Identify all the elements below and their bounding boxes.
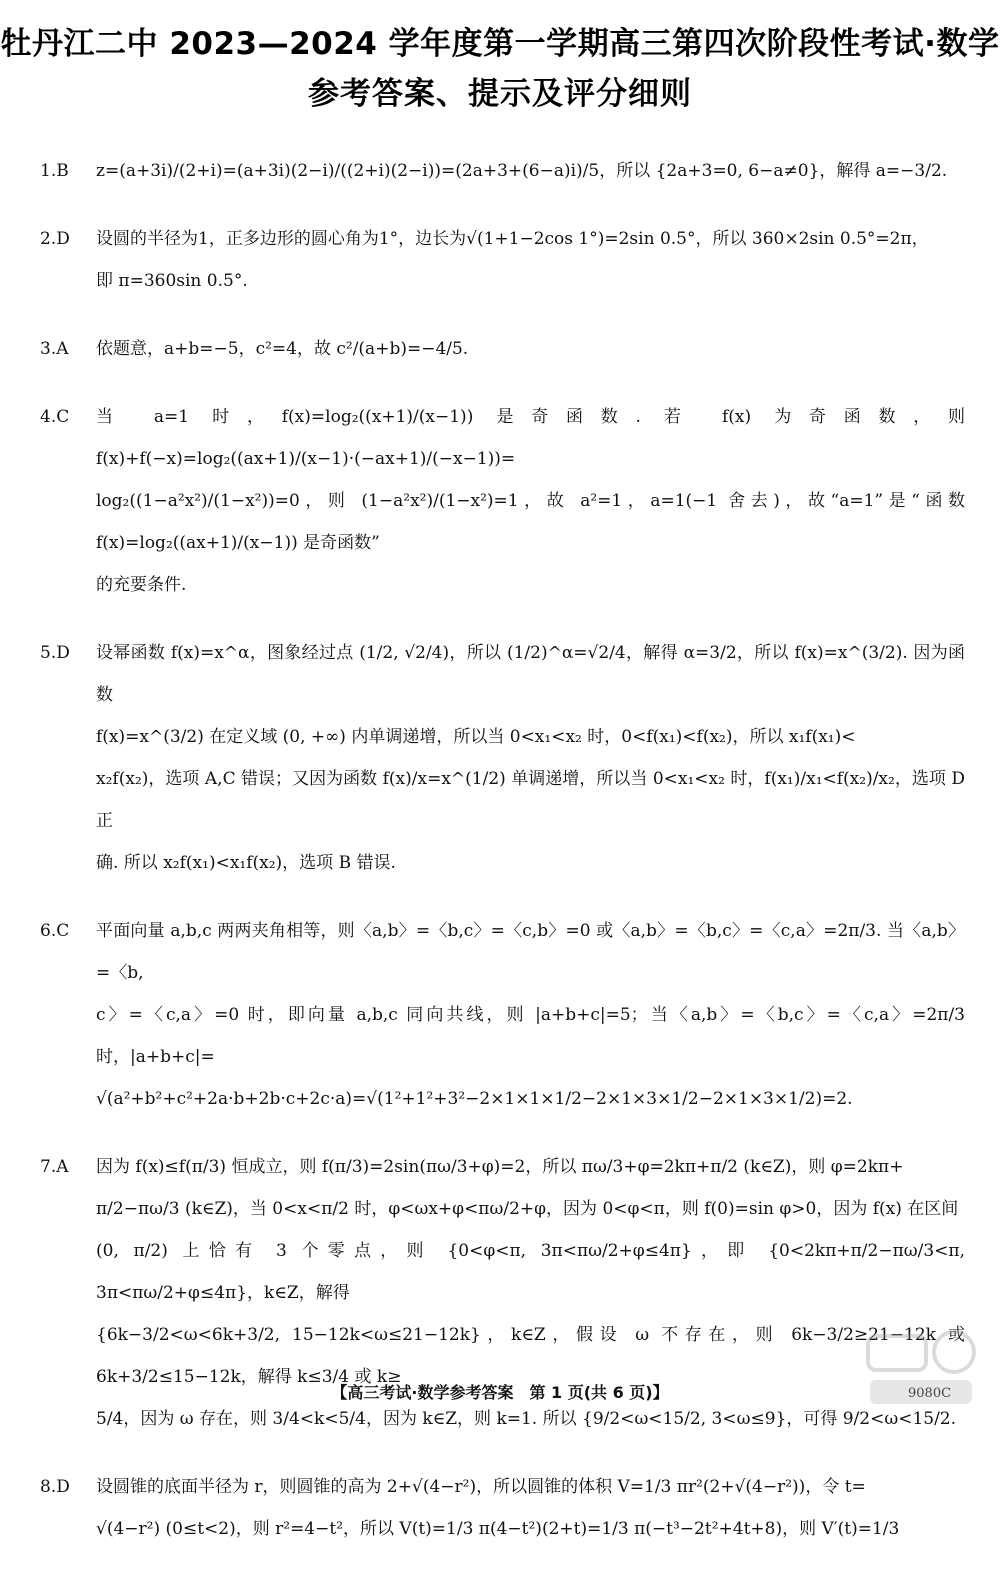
answer-line: {6k−3/2<ω<6k+3/2, 15−12k<ω≤21−12k}，k∈Z，假设 ω 不存在，则 6k−3/2≥21−12k 或 6k+3/2≤15−12k，解得 k≤3/4 或 k≥	[96, 1325, 965, 1387]
page-title: 牡丹江二中 2023—2024 学年度第一学期高三第四次阶段性考试·数学	[0, 26, 1000, 62]
answer-line: 设圆的半径为1，正多边形的圆心角为1°，边长为√(1+1−2cos 1°)=2sin 0.5°，所以 360×2sin 0.5°=2π，	[96, 229, 929, 249]
answer-number: 7.A	[40, 1157, 69, 1177]
page-subtitle: 参考答案、提示及评分细则	[308, 76, 692, 112]
answer-body	[96, 632, 965, 884]
answer-body	[96, 1466, 965, 1550]
answer-line: log₂((1−a²x²)/(1−x²))=0，则 (1−a²x²)/(1−x²)=1，故 a²=1，a=1(−1 舍去)，故“a=1”是“函数 f(x)=log₂((ax+1)/(x−1)) 是奇函数”	[96, 491, 965, 553]
answer-line: z=(a+3i)/(2+i)=(a+3i)(2−i)/((2+i)(2−i))=(2a+3+(6−a)i)/5，所以 {2a+3=0, 6−a≠0}，解得 a=−3/2.	[96, 161, 948, 181]
answer-item-5	[40, 632, 965, 884]
answer-line: c〉=〈c,a〉=0 时，即向量 a,b,c 同向共线，则 |a+b+c|=5；当〈a,b〉=〈b,c〉=〈c,a〉=2π/3 时，|a+b+c|=	[96, 1005, 965, 1067]
answer-list	[40, 150, 965, 1576]
answer-body	[96, 910, 965, 1120]
answer-line: √(a²+b²+c²+2a·b+2b·c+2c·a)=√(1²+1²+3²−2×1×1×1/2−2×1×3×1/2−2×1×3×1/2)=2.	[96, 1089, 853, 1109]
answer-item-8	[40, 1466, 965, 1550]
answer-line: 平面向量 a,b,c 两两夹角相等，则〈a,b〉=〈b,c〉=〈c,b〉=0 或〈a,b〉=〈b,c〉=〈c,a〉=2π/3. 当〈a,b〉=〈b,	[96, 921, 965, 983]
answer-body	[96, 328, 965, 370]
answer-number: 1.B	[40, 161, 69, 181]
answer-line: 当 a=1 时，f(x)=log₂((x+1)/(x−1)) 是奇函数. 若 f(x) 为奇函数，则 f(x)+f(−x)=log₂((ax+1)/(x−1)·(−ax+1)/(−x−1))=	[96, 407, 965, 469]
answer-item-6	[40, 910, 965, 1120]
answer-body	[96, 218, 965, 302]
answer-line: x₂f(x₂)，选项 A,C 错误；又因为函数 f(x)/x=x^(1/2) 单调递增，所以当 0<x₁<x₂ 时，f(x₁)/x₁<f(x₂)/x₂，选项 D 正	[96, 769, 965, 831]
answer-number: 5.D	[40, 643, 70, 663]
answer-line: 因为 f(x)≤f(π/3) 恒成立，则 f(π/3)=2sin(πω/3+φ)=2，所以 πω/3+φ=2kπ+π/2 (k∈Z)，则 φ=2kπ+	[96, 1157, 904, 1177]
answer-line: √(4−r²) (0≤t<2)，则 r²=4−t²，所以 V(t)=1/3 π(4−t²)(2+t)=1/3 π(−t³−2t²+4t+8)，则 V′(t)=1/3	[96, 1519, 900, 1539]
answer-line: 的充要条件.	[96, 575, 187, 595]
answer-line: 设圆锥的底面半径为 r，则圆锥的高为 2+√(4−r²)，所以圆锥的体积 V=1/3 πr²(2+√(4−r²))，令 t=	[96, 1477, 866, 1497]
answer-line: (0, π/2) 上恰有 3 个零点，则 {0<φ<π, 3π<πω/2+φ≤4π}，即 {0<2kπ+π/2−πω/3<π, 3π<πω/2+φ≤4π}，k∈Z，解得	[96, 1241, 965, 1303]
answer-number: 4.C	[40, 407, 70, 427]
answer-line: 5/4，因为 ω 存在，则 3/4<k<5/4，因为 k∈Z，则 k=1. 所以 {9/2<ω<15/2, 3<ω≤9}，可得 9/2<ω<15/2.	[96, 1409, 957, 1429]
answer-item-2	[40, 218, 965, 302]
answer-line: 依题意，a+b=−5，c²=4，故 c²/(a+b)=−4/5.	[96, 339, 469, 359]
answer-item-1	[40, 150, 965, 192]
answer-line: 设幂函数 f(x)=x^α，图象经过点 (1/2, √2/4)，所以 (1/2)^α=√2/4，解得 α=3/2，所以 f(x)=x^(3/2). 因为函数	[96, 643, 965, 705]
answer-body	[96, 150, 965, 192]
answer-line: 确. 所以 x₂f(x₁)<x₁f(x₂)，选项 B 错误.	[96, 853, 396, 873]
answer-line: f(x)=x^(3/2) 在定义域 (0, +∞) 内单调递增，所以当 0<x₁<x₂ 时，0<f(x₁)<f(x₂)，所以 x₁f(x₁)<	[96, 727, 856, 747]
answer-line: π/2−πω/3 (k∈Z)，当 0<x<π/2 时，φ<ωx+φ<πω/2+φ，因为 0<φ<π，则 f(0)=sin φ>0，因为 f(x) 在区间	[96, 1199, 959, 1219]
page-footer: 【高三考试·数学参考答案 第 1 页(共 6 页)】	[331, 1383, 669, 1402]
answer-body	[96, 396, 965, 606]
answer-line: 即 π=360sin 0.5°.	[96, 271, 248, 291]
answer-number: 6.C	[40, 921, 70, 941]
document-code: 9080C	[908, 1386, 952, 1401]
answer-item-3	[40, 328, 965, 370]
answer-number: 3.A	[40, 339, 69, 359]
answer-item-4	[40, 396, 965, 606]
answer-number: 2.D	[40, 229, 70, 249]
answer-number: 8.D	[40, 1477, 70, 1497]
